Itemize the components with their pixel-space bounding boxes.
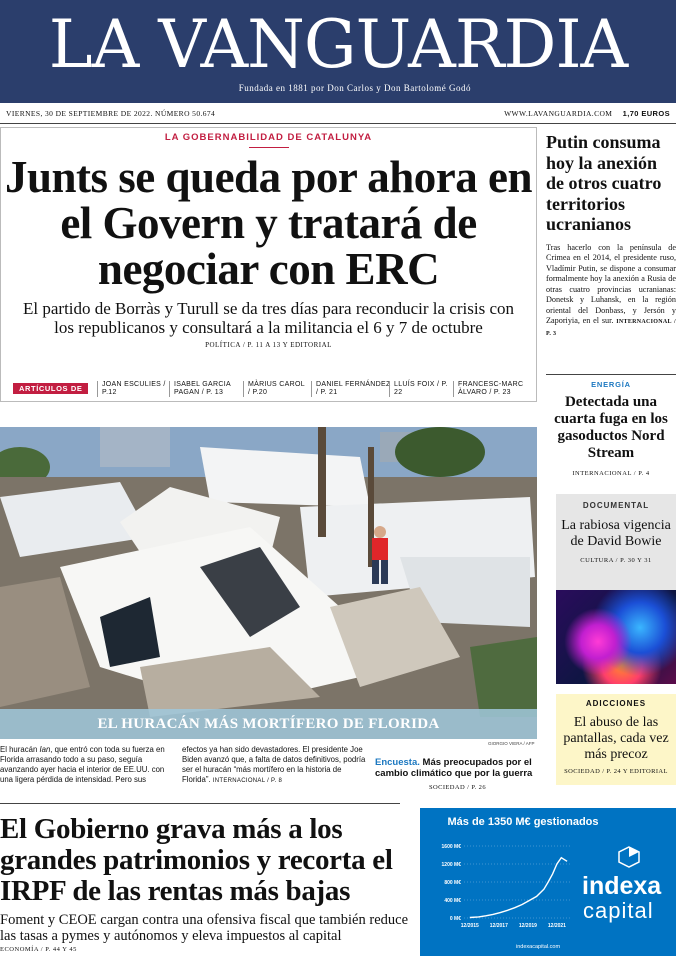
brand-line-2: capital <box>583 898 654 923</box>
y-tick-label: 1600 M€ <box>441 844 461 850</box>
tax-story[interactable] <box>0 814 410 953</box>
newspaper-logo[interactable]: LA VANGUARDIA <box>48 6 628 83</box>
divider <box>0 803 400 804</box>
hurricane-col-1: El huracán Ian, que entró con toda su fuerza en Florida arrasando todo a su paso, seguía avanzando ayer hacia el interior de EE.UU. con una ligera pérdida de intensidad. Pero sus <box>0 745 165 784</box>
tax-dek: Foment y CEOE cargan contra una ofensiva fiscal que también reduce las tasas a pymes y autónomos y eleva impuestos al capital <box>0 912 409 944</box>
masthead <box>0 0 676 103</box>
founded-line: Fundada en 1881 por Don Carlos y Don Bartolomé Godó <box>238 83 471 93</box>
energia-kicker: ENERGÍA <box>591 380 631 389</box>
putin-story[interactable] <box>546 132 676 339</box>
series-line <box>470 858 567 918</box>
author-link[interactable]: FRANCESC-MARC ÀLVARO / P. 23 <box>453 381 529 397</box>
adicciones-headline[interactable]: El abuso de las pantallas, cada vez más precoz <box>563 715 669 762</box>
author-link[interactable]: MÀRIUS CAROL / P.20 <box>243 381 309 397</box>
hurricane-illustration <box>0 427 537 739</box>
hurricane-col-2: efectos ya han sido devastadores. El presidente Joe Biden avanzó que, a falta de datos definitivos, podría ser el huracán “más mortífero en la historia de Florida”. INTERNACIONAL / P. 8 <box>182 745 366 784</box>
website-link[interactable]: WWW.LAVANGUARDIA.COM <box>504 109 613 118</box>
putin-headline[interactable]: Putin consuma hoy la anexión de otros cuatro territorios ucranianos <box>546 132 662 234</box>
encuesta-text[interactable]: Más preocupados por el cambio climático que por la guerra <box>375 757 533 779</box>
documental-ref[interactable]: CULTURA / P. 30 Y 31 <box>580 557 652 564</box>
kicker-rule <box>249 147 289 148</box>
lead-story[interactable] <box>0 127 537 402</box>
y-tick-label: 800 M€ <box>444 880 461 886</box>
putin-body: Tras hacerlo con la península de Crimea en el 2014, el presidente ruso, Vladímir Putin, se dispone a consumar formalmente hoy la anexión a Rusia de otras cuatro provincias ucranianas: Donetsk y Luhansk, en la región oriental del Donbass, y Jersón y Zaporiyia, en el sur. INTERNACIONAL / P. 3 <box>546 242 676 337</box>
lead-dek: El partido de Borràs y Turull se da tres días para reconducir la crisis con los republicanos y consultará a la militancia el 6 y 7 de octubre <box>23 299 514 337</box>
price: 1,70 EUROS <box>622 109 670 118</box>
encuesta-label: Encuesta. <box>375 757 420 768</box>
documental-headline[interactable]: La rabiosa vigencia de David Bowie <box>561 518 671 549</box>
author-link[interactable]: ISABEL GARCIA PAGAN / P. 13 <box>169 381 241 397</box>
encuesta-ref[interactable]: SOCIEDAD / P. 26 <box>429 784 486 791</box>
author-link[interactable]: LLUÍS FOIX / P. 22 <box>389 381 455 397</box>
hurricane-photo[interactable] <box>0 427 537 739</box>
dateline-right <box>504 104 670 124</box>
encuesta-story[interactable] <box>375 757 540 793</box>
tax-headline[interactable]: El Gobierno grava más a los grandes patrimonios y recorta el IRPF de las rentas más bajas <box>0 813 393 907</box>
indexa-logo-icon <box>618 846 640 868</box>
opinion-articles <box>11 381 531 399</box>
photo-caption: EL HURACÁN MÁS MORTÍFERO DE FLORIDA <box>0 709 537 739</box>
energia-story[interactable] <box>546 380 676 477</box>
adicciones-ref[interactable]: SOCIEDAD / P. 24 Y EDITORIAL <box>564 768 668 775</box>
energia-ref[interactable]: INTERNACIONAL / P. 4 <box>572 470 650 477</box>
ad-title: Más de 1350 M€ gestionados <box>447 816 599 828</box>
x-tick-label: 12/2021 <box>547 923 566 929</box>
lead-ref[interactable]: POLÍTICA / P. 11 A 13 Y EDITORIAL <box>205 341 332 349</box>
brand-line-1: indexa <box>582 872 662 900</box>
dateline <box>0 104 676 124</box>
divider <box>546 374 676 375</box>
documental-kicker: DOCUMENTAL <box>582 501 650 510</box>
issue-date: VIERNES, 30 DE SEPTIEMBRE DE 2022. NÚMERO 50.674 <box>6 109 216 118</box>
x-tick-label: 12/2015 <box>460 923 479 929</box>
documental-story[interactable] <box>556 494 676 684</box>
y-tick-label: 0 M€ <box>449 916 461 922</box>
putin-ref: INTERNACIONAL / P. 3 <box>546 319 676 337</box>
bowie-image <box>556 590 676 684</box>
articles-label: ARTÍCULOS DE <box>13 383 88 394</box>
author-link[interactable]: DANIEL FERNÁNDEZ / P. 21 <box>311 381 391 397</box>
ad-url[interactable]: indexacapital.com <box>516 944 561 950</box>
adicciones-kicker: ADICCIONES <box>585 699 647 708</box>
tax-ref[interactable]: ECONOMÍA / P. 44 Y 45 <box>0 946 77 953</box>
hurricane-ref[interactable]: INTERNACIONAL / P. 8 <box>212 778 283 784</box>
lead-headline[interactable]: Junts se queda por ahora en el Govern y tratará de negociar con ERC <box>4 152 533 294</box>
author-link[interactable]: JOAN ESCULIES / P.12 <box>97 381 171 397</box>
photo-credit: GIORGIO VIERA / AFP <box>488 741 535 746</box>
indexa-ad[interactable] <box>420 808 676 956</box>
lead-kicker: LA GOBERNABILIDAD DE CATALUNYA <box>164 132 373 143</box>
adicciones-story[interactable] <box>556 694 676 785</box>
x-tick-label: 12/2019 <box>518 923 537 929</box>
x-tick-label: 12/2017 <box>489 923 508 929</box>
energia-headline[interactable]: Detectada una cuarta fuga en los gasoductos Nord Stream <box>554 394 668 461</box>
y-tick-label: 1200 M€ <box>441 862 461 868</box>
ad-chart <box>428 838 578 938</box>
y-tick-label: 400 M€ <box>444 898 461 904</box>
